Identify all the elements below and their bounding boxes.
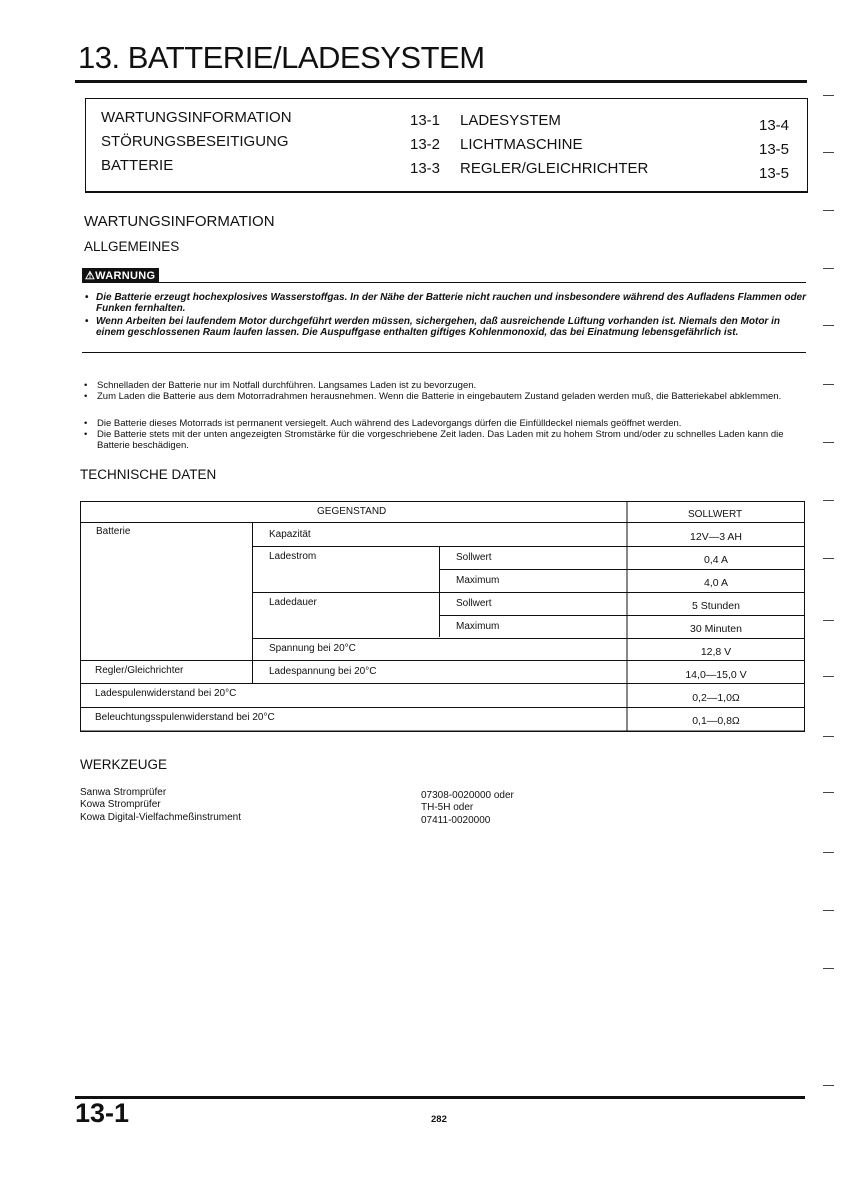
section-heading: WARTUNGSINFORMATION bbox=[84, 213, 275, 230]
bullet-icon: • bbox=[84, 418, 88, 429]
value-lighting-coil: 0,1—0,8Ω bbox=[692, 715, 740, 727]
value-charge-coil: 0,2—1,0Ω bbox=[692, 692, 740, 704]
warning-label: WARNUNG bbox=[95, 270, 156, 282]
tool-name: Sanwa Stromprüfer bbox=[80, 787, 167, 798]
edge-mark bbox=[823, 1085, 834, 1086]
tools-heading: WERKZEUGE bbox=[80, 757, 168, 772]
value-current-max: 4,0 A bbox=[704, 577, 728, 589]
warning-text: Wenn Arbeiten bei laufendem Motor durchgeführt werden müssen, sichergehen, daß ausreichende Lüftung vorhanden ist. Niemals den Motor in einem geschlossenen Raum laufen lassen. Die Auspuffgase enthalten giftiges Kohlenmonoxid, das bei Einatmung lebensgefährlich ist. bbox=[96, 316, 780, 338]
edge-mark bbox=[823, 968, 834, 969]
tool-code: 07308-0020000 oder bbox=[421, 790, 514, 801]
note-item bbox=[84, 418, 807, 429]
toc-page: 13-5 bbox=[759, 141, 790, 158]
row-charge-voltage: Ladespannung bei 20°C bbox=[269, 666, 377, 677]
toc-page: 13-5 bbox=[759, 165, 790, 182]
warning-icon: ⚠ bbox=[85, 270, 96, 282]
footer-rule bbox=[75, 1096, 805, 1099]
row-charge-current: Ladestrom bbox=[269, 551, 317, 562]
edge-mark bbox=[823, 620, 834, 621]
toc-page: 13-1 bbox=[410, 112, 441, 129]
edge-mark bbox=[823, 792, 834, 793]
toc-label: WARTUNGSINFORMATION bbox=[101, 109, 292, 126]
note-item bbox=[84, 391, 807, 402]
row-charge-coil: Ladespulenwiderstand bei 20°C bbox=[95, 688, 237, 699]
row-regulator: Regler/Gleichrichter bbox=[95, 665, 184, 676]
toc-page: 13-4 bbox=[759, 117, 790, 134]
bullet-icon: • bbox=[84, 391, 88, 402]
row-maximum: Maximum bbox=[456, 575, 500, 586]
edge-mark bbox=[823, 736, 834, 737]
warning-item bbox=[85, 292, 808, 314]
row-lighting-coil: Beleuchtungsspulenwiderstand bei 20°C bbox=[95, 712, 275, 723]
row-voltage: Spannung bei 20°C bbox=[269, 643, 356, 654]
tool-code: TH-5H oder bbox=[421, 802, 474, 813]
header-item: GEGENSTAND bbox=[317, 506, 387, 517]
specs-heading: TECHNISCHE DATEN bbox=[80, 467, 217, 482]
toc-label: REGLER/GLEICHRICHTER bbox=[460, 160, 649, 177]
toc-page: 13-3 bbox=[410, 160, 441, 177]
bullet-icon: • bbox=[85, 292, 89, 303]
note-item bbox=[84, 429, 807, 451]
note-text: Die Batterie stets mit der unten angezeigten Stromstärke für die vorgeschriebene Zeit laden. Das Laden mit zu hohem Strom und/oder zu schnelles Laden kann die Batterie beschädigen. bbox=[97, 429, 784, 451]
toc-label: LICHTMASCHINE bbox=[460, 136, 583, 153]
general-heading: ALLGEMEINES bbox=[84, 239, 180, 254]
note-text: Die Batterie dieses Motorrads ist permanent versiegelt. Auch während des Ladevorgangs dürfen die Einfülldeckel niemals geöffnet werden. bbox=[97, 418, 682, 429]
tool-name: Kowa Digital-Vielfachmeßinstrument bbox=[80, 812, 241, 823]
value-voltage: 12,8 V bbox=[700, 646, 732, 658]
edge-mark bbox=[823, 676, 834, 677]
toc-label: LADESYSTEM bbox=[460, 112, 561, 129]
note-text: Zum Laden die Batterie aus dem Motorradrahmen herausnehmen. Wenn die Batterie in eingebautem Zustand geladen werden muß, die Batteriekabel abklemmen. bbox=[97, 391, 782, 402]
value-time-max: 30 Minuten bbox=[690, 623, 742, 635]
row-charge-time: Ladedauer bbox=[269, 597, 317, 608]
edge-mark bbox=[823, 268, 834, 269]
warning-rule-bottom bbox=[82, 352, 806, 353]
tool-name: Kowa Stromprüfer bbox=[80, 799, 161, 810]
toc-box bbox=[85, 98, 808, 193]
warning-rule-top bbox=[82, 282, 806, 283]
header-value: SOLLWERT bbox=[688, 509, 743, 520]
row-capacity: Kapazität bbox=[269, 529, 311, 540]
edge-mark bbox=[823, 325, 834, 326]
edge-mark bbox=[823, 910, 834, 911]
warning-item bbox=[85, 316, 808, 338]
bullet-icon: • bbox=[84, 429, 88, 440]
toc-label: BATTERIE bbox=[101, 157, 174, 174]
row-nominal: Sollwert bbox=[456, 552, 492, 563]
value-current-nominal: 0,4 A bbox=[704, 554, 728, 566]
edge-mark bbox=[823, 558, 834, 559]
specs-table bbox=[80, 501, 805, 732]
edge-mark bbox=[823, 442, 834, 443]
warning-badge bbox=[82, 268, 159, 283]
value-capacity: 12V—3 AH bbox=[690, 531, 742, 543]
row-nominal: Sollwert bbox=[456, 598, 492, 609]
edge-mark bbox=[823, 210, 834, 211]
note-text: Schnelladen der Batterie nur im Notfall durchführen. Langsames Laden ist zu bevorzugen. bbox=[97, 380, 477, 391]
page-number: 282 bbox=[431, 1114, 447, 1125]
edge-mark bbox=[823, 95, 834, 96]
page-title: 13. BATTERIE/LADESYSTEM bbox=[78, 40, 485, 75]
value-time-nominal: 5 Stunden bbox=[692, 600, 740, 612]
value-charge-voltage: 14,0—15,0 V bbox=[685, 669, 747, 681]
edge-mark bbox=[823, 152, 834, 153]
toc-label: STÖRUNGSBESEITIGUNG bbox=[101, 133, 289, 150]
bullet-icon: • bbox=[85, 316, 89, 327]
row-maximum: Maximum bbox=[456, 621, 500, 632]
title-rule bbox=[75, 80, 807, 83]
warning-text: Die Batterie erzeugt hochexplosives Wasserstoffgas. In der Nähe der Batterie nicht rauchen und insbesondere während des Aufladens Flammen oder Funken fernhalten. bbox=[96, 292, 807, 314]
bullet-icon: • bbox=[84, 380, 88, 391]
toc-page: 13-2 bbox=[410, 136, 441, 153]
note-item bbox=[84, 380, 807, 391]
chapter-page-number: 13-1 bbox=[75, 1098, 130, 1128]
edge-mark bbox=[823, 500, 834, 501]
row-battery: Batterie bbox=[96, 526, 131, 537]
edge-mark bbox=[823, 384, 834, 385]
tool-code: 07411-0020000 bbox=[421, 815, 491, 826]
edge-mark bbox=[823, 852, 834, 853]
